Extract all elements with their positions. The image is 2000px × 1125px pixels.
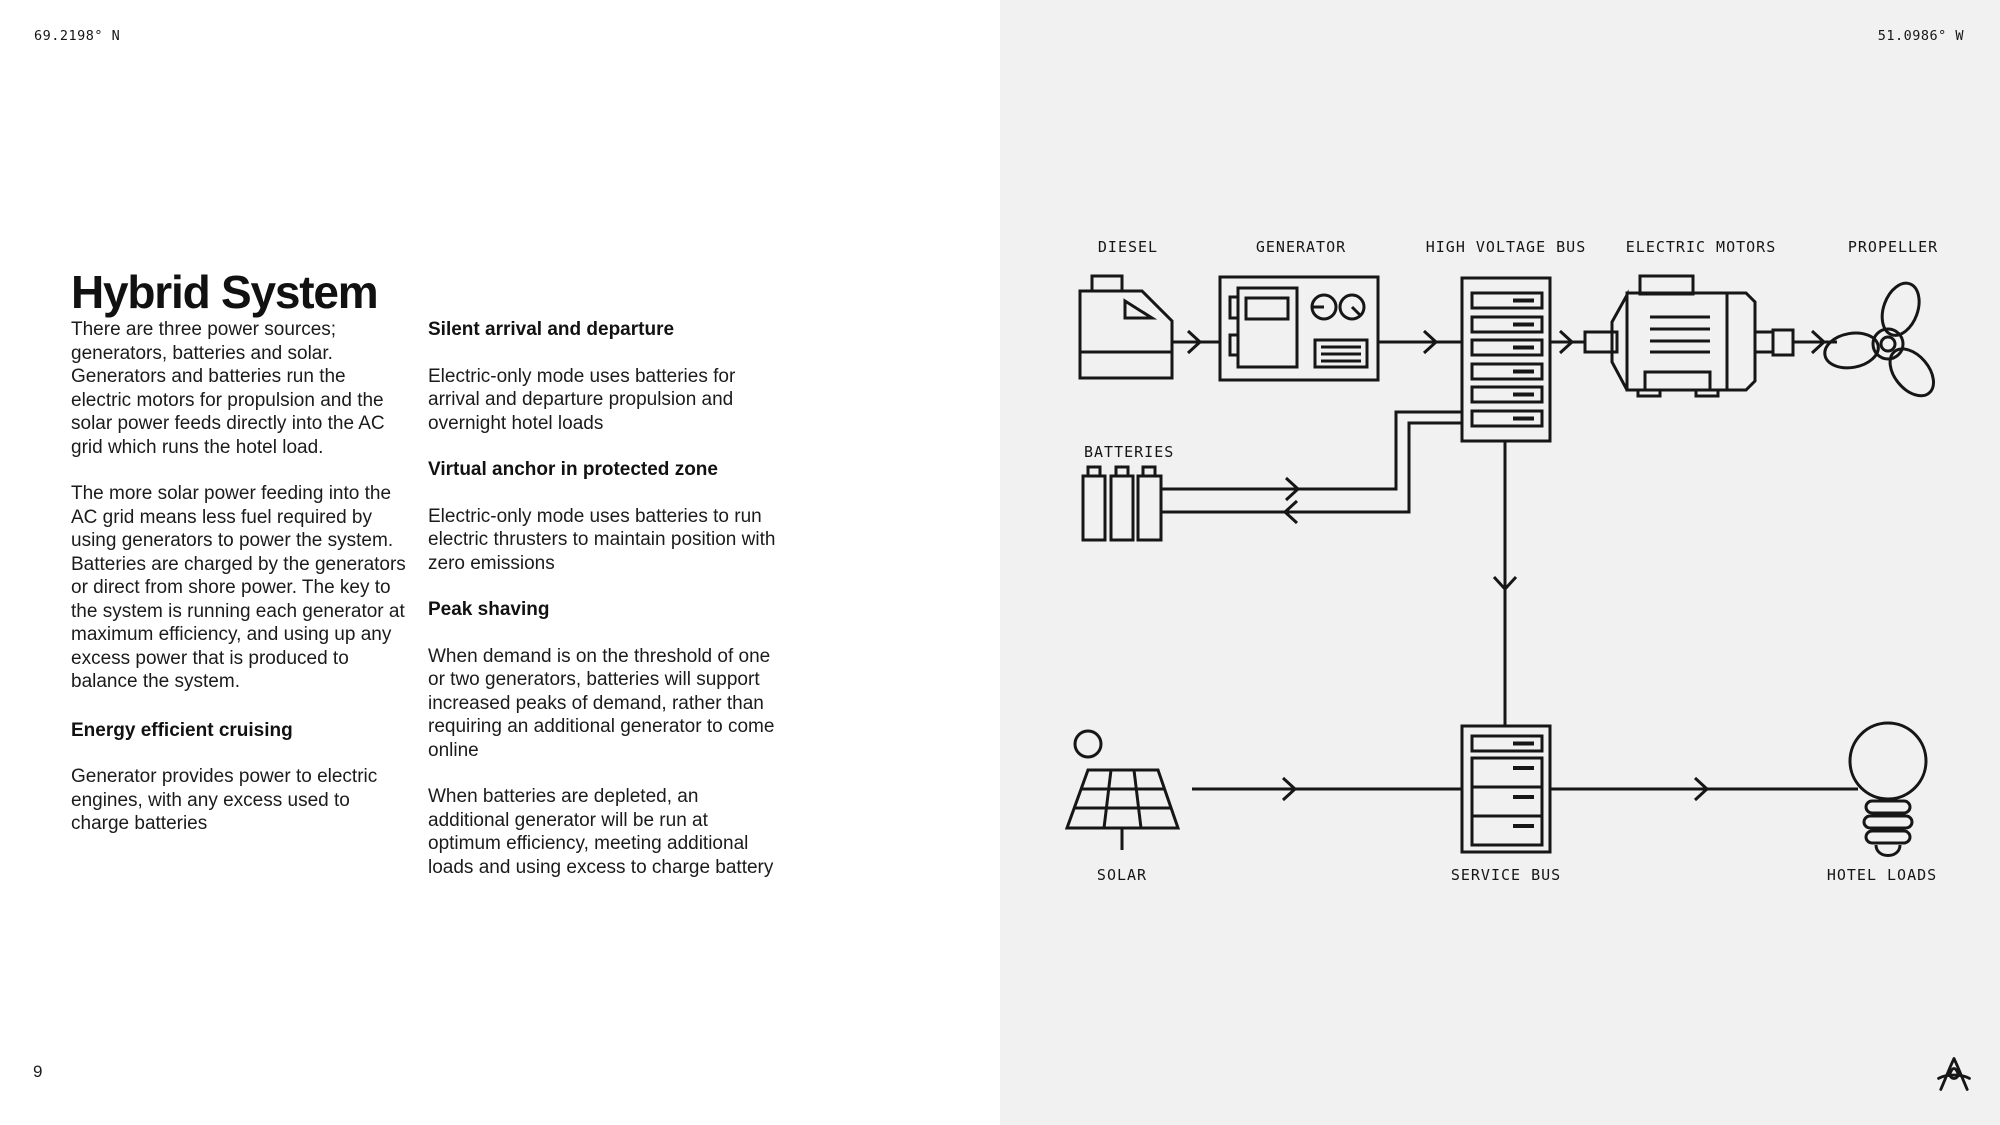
high-voltage-bus-icon [1462, 278, 1550, 441]
paragraph-electric-only-arrival: Electric-only mode uses batteries for arrival and departure propulsion and overnight hotel loads [428, 365, 736, 434]
service-bus-icon [1462, 726, 1550, 852]
text-column-right [428, 318, 778, 902]
label-hotel-loads: HOTEL LOADS [1826, 866, 1938, 884]
label-solar: SOLAR [1096, 866, 1148, 884]
label-batteries: BATTERIES [1084, 443, 1175, 461]
heading-virtual-anchor: Virtual anchor in protected zone [428, 459, 718, 480]
solar-panel-icon [1067, 731, 1178, 850]
label-diesel: DIESEL [1097, 238, 1159, 256]
paragraph-power-sources: There are three power sources; generators, batteries and solar. Generators and batteries run the electric motors for propulsion and the solar power feeds directly into the AC grid which runs the hotel load. [71, 319, 385, 458]
heading-silent-arrival: Silent arrival and departure [428, 319, 675, 340]
light-bulb-icon [1850, 723, 1926, 856]
brand-monogram-logo [1932, 1052, 1976, 1096]
page-title: Hybrid System [71, 265, 378, 318]
page-number: 9 [33, 1062, 43, 1081]
paragraph-batteries-depleted: When batteries are depleted, an additional generator will be run at optimum efficiency, meeting additional loads and using excess to charge battery [428, 786, 774, 878]
propeller-icon [1822, 278, 1942, 404]
paragraph-generator-provides: Generator provides power to electric engines, with any excess used to charge batteries [71, 766, 378, 834]
arrow-diesel-to-generator [1172, 331, 1220, 353]
hybrid-system-diagram [1000, 0, 2000, 1125]
bus-to-service-bus-line [1494, 441, 1516, 726]
text-column-left [71, 318, 407, 859]
arrow-generator-to-bus [1378, 331, 1462, 353]
label-generator: GENERATOR [1255, 238, 1347, 256]
paragraph-solar-feeding: The more solar power feeding into the AC grid means less fuel required by using generators to power the system. Batteries are charged by the generators or direct from shore power. The key to the system is running each generator at maximum efficiency, and using up any excess power that is produced to balance the system. [71, 483, 406, 692]
label-propeller: PROPELLER [1847, 238, 1939, 256]
paragraph-electric-only-thrusters: Electric-only mode uses batteries to run electric thrusters to maintain position with zero emissions [428, 505, 776, 574]
longitude-coordinate: 51.0986° W [1877, 28, 1964, 44]
heading-peak-shaving: Peak shaving [428, 599, 550, 620]
solar-to-service-bus-line [1192, 778, 1462, 800]
battery-charge-lines [1161, 412, 1462, 523]
label-high-voltage-bus: HIGH VOLTAGE BUS [1425, 238, 1587, 256]
batteries-icon [1083, 467, 1161, 540]
latitude-coordinate: 69.2198° N [34, 28, 121, 44]
paragraph-demand-threshold: When demand is on the threshold of one or two generators, batteries will support increased peaks of demand, rather than requiring an additional generator to come online [428, 645, 775, 761]
label-service-bus: SERVICE BUS [1450, 866, 1562, 884]
service-bus-to-hotel-line [1550, 778, 1858, 800]
arrow-bus-to-motor [1550, 331, 1617, 353]
heading-energy-efficient-cruising: Energy efficient cruising [71, 719, 293, 741]
diesel-can-icon [1080, 276, 1172, 378]
generator-icon [1220, 277, 1378, 380]
electric-motor-icon [1612, 276, 1793, 396]
label-electric-motors: ELECTRIC MOTORS [1625, 238, 1777, 256]
